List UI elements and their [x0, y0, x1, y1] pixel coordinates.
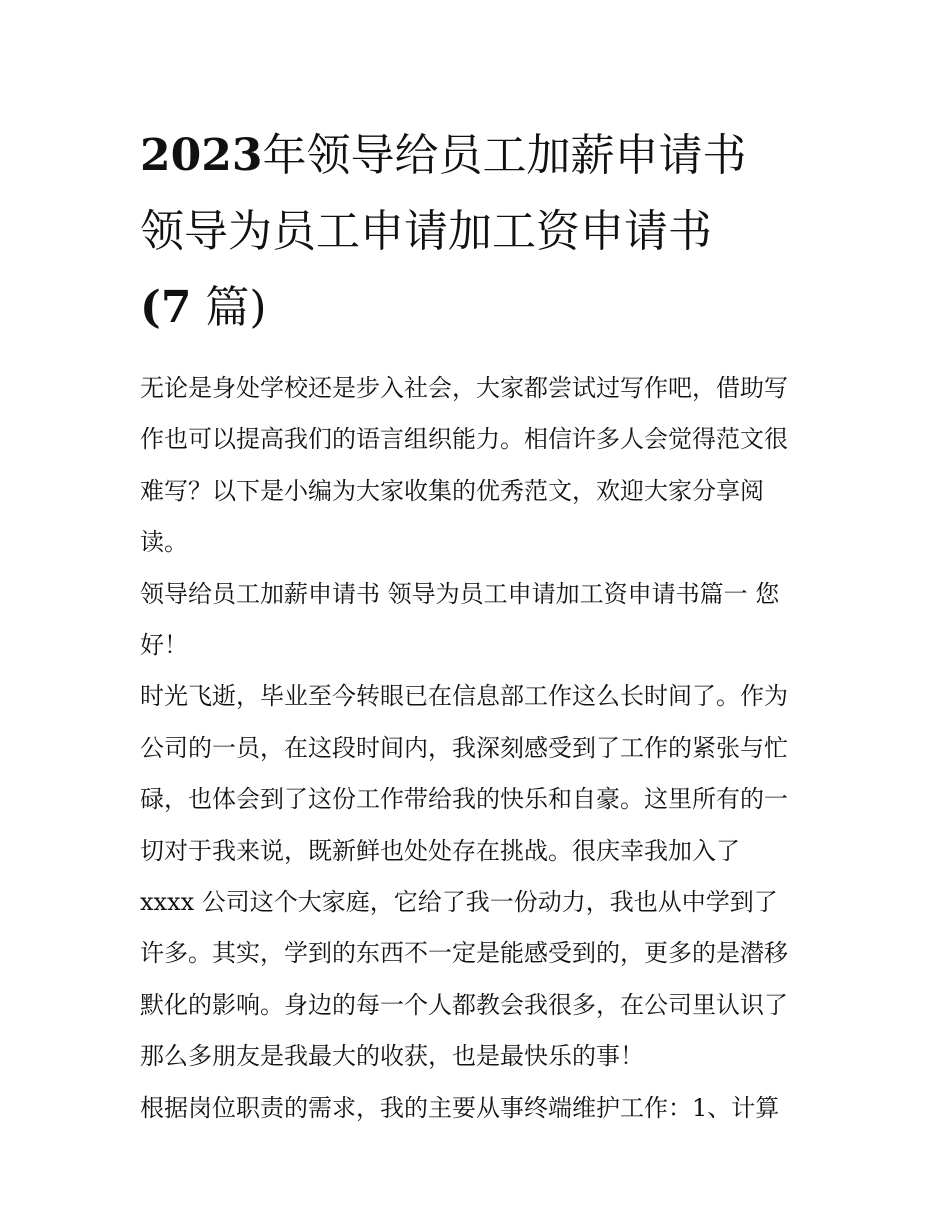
title-line-2: 领导为员工申请加工资申请书 — [140, 206, 712, 257]
text-line: 根据岗位职责的需求，我的主要从事终端维护工作：1、计算 — [140, 1093, 780, 1122]
title-line-1-text: 年领导给员工加薪申请书 — [262, 130, 747, 181]
text-line: 时光飞逝，毕业至今转眼已在信息部工作这么长时间了。作为 — [140, 682, 788, 711]
title-line-3-text: 篇) — [191, 282, 267, 333]
text-line: 领导给员工加薪申请书 领导为员工申请加工资申请书篇一 您 — [140, 579, 780, 608]
text-line: 公司的一员，在这段时间内，我深刻感受到了工作的紧张与忙 — [140, 733, 788, 762]
paragraph-body — [140, 671, 820, 1082]
text-line: 许多。其实，学到的东西不一定是能感受到的，更多的是潜移 — [140, 939, 788, 968]
text-line: 读。 — [140, 528, 188, 557]
text-line: 那么多朋友是我最大的收获，也是最快乐的事！ — [140, 1042, 644, 1071]
text-line: 默化的影响。身边的每一个人都教会我很多，在公司里认识了 — [140, 990, 788, 1019]
text-line: 作也可以提高我们的语言组织能力。相信许多人会觉得范文很 — [140, 425, 788, 454]
text-line: xxxx 公司这个大家庭，它给了我一份动力，我也从中学到了 — [140, 888, 778, 917]
text-line: 难写？以下是小编为大家收集的优秀范文，欢迎大家分享阅 — [140, 476, 764, 505]
title-count: (7 — [140, 282, 192, 333]
text-line: 无论是身处学校还是步入社会，大家都尝试过写作吧，借助写 — [140, 374, 788, 402]
title-year: 2023 — [140, 130, 263, 181]
text-line: 好！ — [140, 631, 188, 660]
paragraph-duties — [140, 1083, 820, 1134]
title-line-1 — [140, 118, 820, 194]
document-title — [140, 118, 820, 346]
document-page — [140, 118, 820, 1134]
text-line: 碌，也体会到了这份工作带给我的快乐和自豪。这里所有的一 — [140, 785, 788, 814]
paragraph-intro — [140, 363, 820, 569]
text-line: 切对于我来说，既新鲜也处处存在挑战。很庆幸我加入了 — [140, 836, 740, 865]
title-line-3 — [140, 270, 820, 346]
paragraph-section-heading — [140, 569, 820, 672]
